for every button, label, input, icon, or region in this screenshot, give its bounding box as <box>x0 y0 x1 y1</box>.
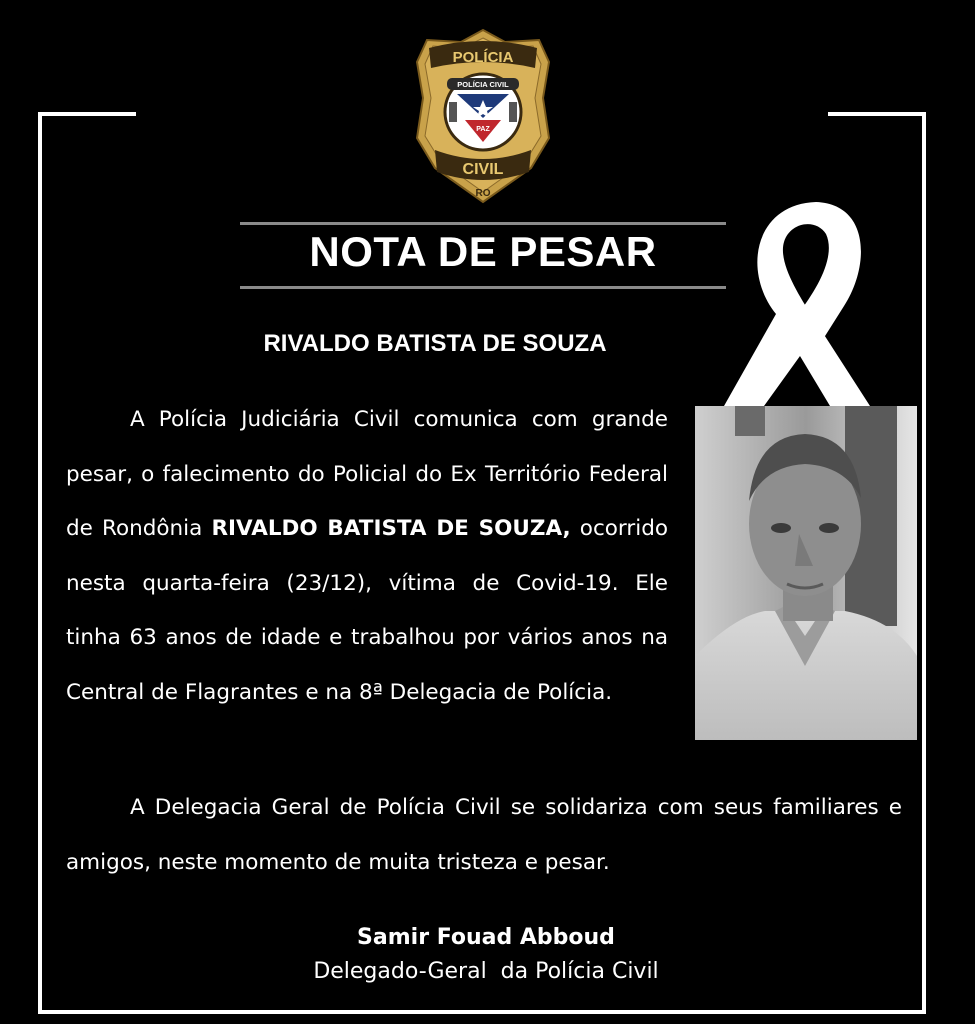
frame-top-left <box>38 112 136 116</box>
signature-title: Delegado-Geral da Polícia Civil <box>313 959 659 984</box>
paragraph-1 <box>66 393 668 720</box>
frame-left <box>38 112 42 1014</box>
police-badge-icon <box>413 28 553 204</box>
mourning-ribbon-icon <box>720 196 880 416</box>
paragraph-1-bold-name: RIVALDO BATISTA DE SOUZA, <box>211 516 571 541</box>
page-title: NOTA DE PESAR <box>309 228 657 275</box>
badge-center-text: PAZ <box>476 126 490 133</box>
heading-rule-bottom <box>240 286 726 289</box>
deceased-name: RIVALDO BATISTA DE SOUZA <box>263 330 607 357</box>
paragraph-2-text: A Delegacia Geral de Polícia Civil se solidariza com seus familiares e amigos, neste momento de muita tristeza e pesar. <box>66 795 902 875</box>
badge-bottom-text: CIVIL <box>462 161 504 178</box>
paragraph-1-rest: ocorrido nesta quarta-feira (23/12), vítima de Covid-19. Ele tinha 63 anos de idade e trabalhou por vários anos na Central de Flagrantes e na 8ª Delegacia de Polícia. <box>66 516 668 705</box>
frame-right <box>922 112 926 1014</box>
badge-inner-text: POLÍCIA CIVIL <box>457 80 509 89</box>
badge-top-text: POLÍCIA <box>452 49 514 66</box>
signature-name: Samir Fouad Abboud <box>357 925 615 950</box>
heading-rule-top <box>240 222 726 225</box>
frame-bottom <box>38 1010 926 1014</box>
deceased-photo <box>695 406 917 740</box>
badge-state-text: RO <box>475 188 491 199</box>
frame-top-right <box>828 112 926 116</box>
paragraph-1-intro: A Polícia Judiciária Civil comunica com grande pesar, o falecimento do Policial do Ex Território Federal de Rondônia <box>66 407 668 541</box>
paragraph-2 <box>66 781 902 890</box>
